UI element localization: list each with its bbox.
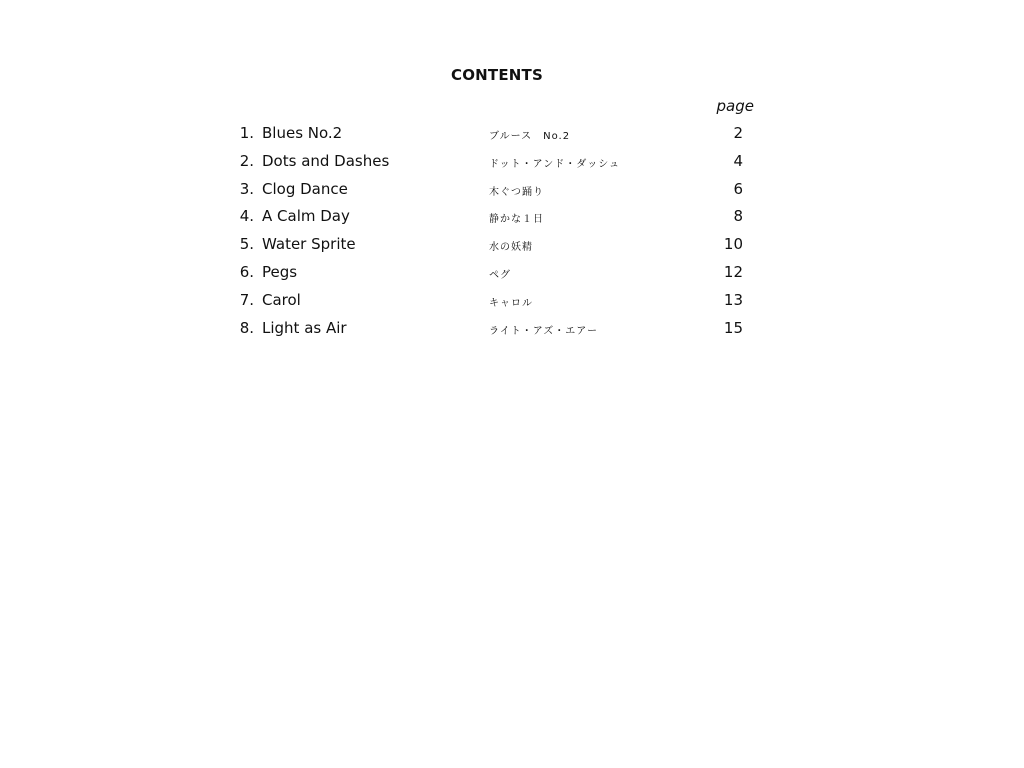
entry-japanese-title: キャロル	[489, 297, 533, 309]
entry-page-number: 13	[723, 290, 743, 309]
entry-title: Carol	[262, 290, 301, 309]
entry-title: Pegs	[262, 262, 298, 281]
entry-title: Dots and Dashes	[262, 151, 390, 170]
entry-title: Clog Dance	[262, 179, 348, 198]
entry-japanese-title: 水の妖精	[489, 242, 533, 254]
page-column-label: page	[716, 97, 754, 115]
entry-page-number: 2	[733, 124, 743, 142]
toc-entry	[0, 149, 1024, 177]
toc-entry	[0, 288, 1024, 316]
entry-page-number: 10	[723, 235, 743, 254]
entry-page-number: 4	[733, 151, 743, 170]
toc-entry	[0, 316, 1024, 344]
entry-page-number: 8	[733, 207, 743, 226]
entry-number: 2.	[239, 151, 254, 170]
entry-japanese-title: ライト・アズ・エアー	[489, 325, 598, 337]
entry-title: A Calm Day	[262, 207, 350, 226]
entry-japanese-title: ペグ	[489, 269, 511, 281]
entry-japanese-title: 木ぐつ踊り	[489, 186, 544, 198]
entry-number: 3.	[239, 179, 254, 198]
toc-entry	[0, 260, 1024, 288]
table-of-contents	[0, 121, 1024, 343]
toc-entry	[0, 232, 1024, 260]
entry-title: Blues No.2	[262, 124, 343, 142]
entry-page-number: 15	[723, 318, 743, 337]
entry-number: 7.	[239, 290, 254, 309]
entry-japanese-title: 静かな１日	[489, 214, 544, 226]
entry-number: 8.	[239, 318, 254, 337]
entry-page-number: 6	[733, 179, 743, 198]
entry-title: Water Sprite	[262, 235, 356, 254]
entry-page-number: 12	[723, 262, 743, 281]
entry-japanese-title: ドット・アンド・ダッシュ	[489, 158, 620, 170]
entry-title: Light as Air	[262, 318, 347, 337]
toc-entry	[0, 177, 1024, 205]
entry-number: 4.	[239, 207, 254, 226]
entry-number: 1.	[239, 124, 254, 142]
toc-entry	[0, 121, 1024, 149]
toc-entry	[0, 204, 1024, 232]
contents-heading: CONTENTS	[451, 66, 543, 84]
entry-number: 6.	[239, 262, 254, 281]
entry-number: 5.	[239, 235, 254, 254]
entry-japanese-title: ブルース No.2	[489, 131, 571, 142]
